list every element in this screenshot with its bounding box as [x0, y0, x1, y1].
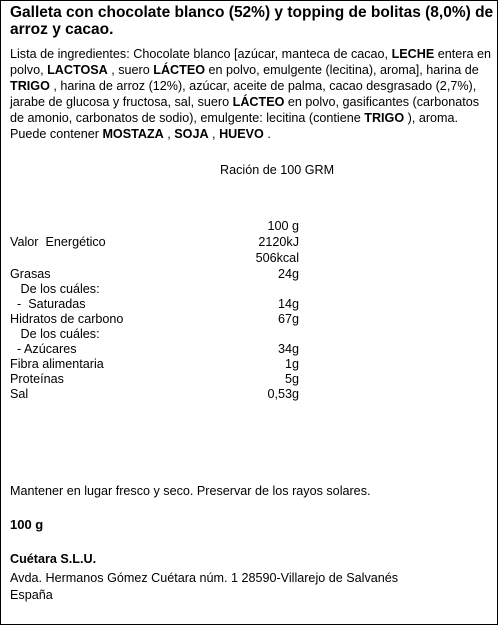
- nutrition-row: [1, 234, 481, 250]
- nutrient-value: 14g: [277, 297, 299, 311]
- nutrition-row: [1, 371, 481, 387]
- nutrition-row: [1, 311, 481, 327]
- nutrient-label: Valor Energético: [10, 235, 106, 249]
- nutrient-label: - Saturadas: [10, 297, 86, 311]
- nutrition-row: [1, 341, 481, 357]
- allergen-text: TRIGO: [10, 79, 50, 93]
- nutrient-label: Proteínas: [10, 372, 64, 386]
- nutrient-value: 5g: [284, 372, 299, 386]
- ingredient-text: , harina de arroz (12%), azúcar, aceite de palma, cacao desgrasado (2,7%), jarabe de glucosa y fructosa, sal, suero: [10, 79, 477, 109]
- nutrition-row: [1, 266, 481, 282]
- ingredient-text: ,: [163, 127, 175, 141]
- allergen-text: SOJA: [174, 127, 209, 141]
- ingredient-text: ), aroma. Puede contener: [10, 111, 459, 141]
- nutrient-label: Grasas: [10, 267, 51, 281]
- nutrient-label: - Azúcares: [10, 342, 77, 356]
- ingredient-text: , suero: [107, 63, 154, 77]
- manufacturer-address-line: Avda. Hermanos Gómez Cuétara núm. 1 28590-Villarejo de Salvanés: [10, 571, 399, 585]
- allergen-text: LECHE: [391, 47, 435, 61]
- storage-instructions: Mantener en lugar fresco y seco. Preservar de los rayos solares.: [10, 484, 371, 498]
- ingredient-text: en polvo, gasificantes (carbonatos de amonio, carbonatos de sodio), emulgente: lecitina (contiene: [10, 95, 480, 125]
- nutrient-label: De los cuáles:: [10, 327, 100, 341]
- nutrient-value: 2120kJ: [258, 235, 299, 249]
- nutrition-row: [1, 326, 481, 342]
- allergen-text: LÁCTEO: [153, 63, 206, 77]
- allergen-text: LACTOSA: [47, 63, 108, 77]
- nutrient-value: 34g: [277, 342, 299, 356]
- allergen-text: LÁCTEO: [232, 95, 285, 109]
- nutrient-value: 24g: [277, 267, 299, 281]
- manufacturer-name: Cuétara S.L.U.: [10, 552, 97, 566]
- allergen-text: HUEVO: [219, 127, 264, 141]
- product-title: Galleta con chocolate blanco (52%) y topping de bolitas (8,0%) de arroz y cacao.: [10, 4, 494, 38]
- ingredient-text: Lista de ingredientes: Chocolate blanco [azúcar, manteca de cacao,: [10, 47, 392, 61]
- allergen-text: MOSTAZA: [102, 127, 164, 141]
- nutrient-label: De los cuáles:: [10, 282, 100, 296]
- ingredients-list: [10, 46, 494, 142]
- manufacturer-address-line: España: [10, 588, 53, 602]
- nutrient-value: 506kcal: [255, 251, 299, 265]
- nutrition-row: [1, 281, 481, 297]
- allergen-text: TRIGO: [364, 111, 405, 125]
- ingredient-text: entera en polvo,: [10, 47, 491, 77]
- nutrient-label: Hidratos de carbono: [10, 312, 124, 326]
- nutrient-value: 67g: [277, 312, 299, 326]
- ingredient-text: en polvo, emulgente (lecitina), aroma], harina de: [205, 63, 479, 77]
- ingredient-text: ,: [208, 127, 220, 141]
- nutrition-row: [1, 356, 481, 372]
- nutrient-label: Fibra alimentaria: [10, 357, 104, 371]
- ingredient-text: .: [263, 127, 271, 141]
- nutrition-row: [1, 386, 481, 402]
- nutrient-value: 1g: [284, 357, 299, 371]
- portion-header: Ración de 100 GRM: [220, 163, 335, 177]
- net-weight: 100 g: [10, 517, 44, 532]
- nutrient-label: Sal: [10, 387, 29, 401]
- nutrition-row: [1, 296, 481, 312]
- unit-header: 100 g: [267, 219, 299, 233]
- nutrient-value: 0,53g: [267, 387, 299, 401]
- nutrition-row: [1, 250, 481, 266]
